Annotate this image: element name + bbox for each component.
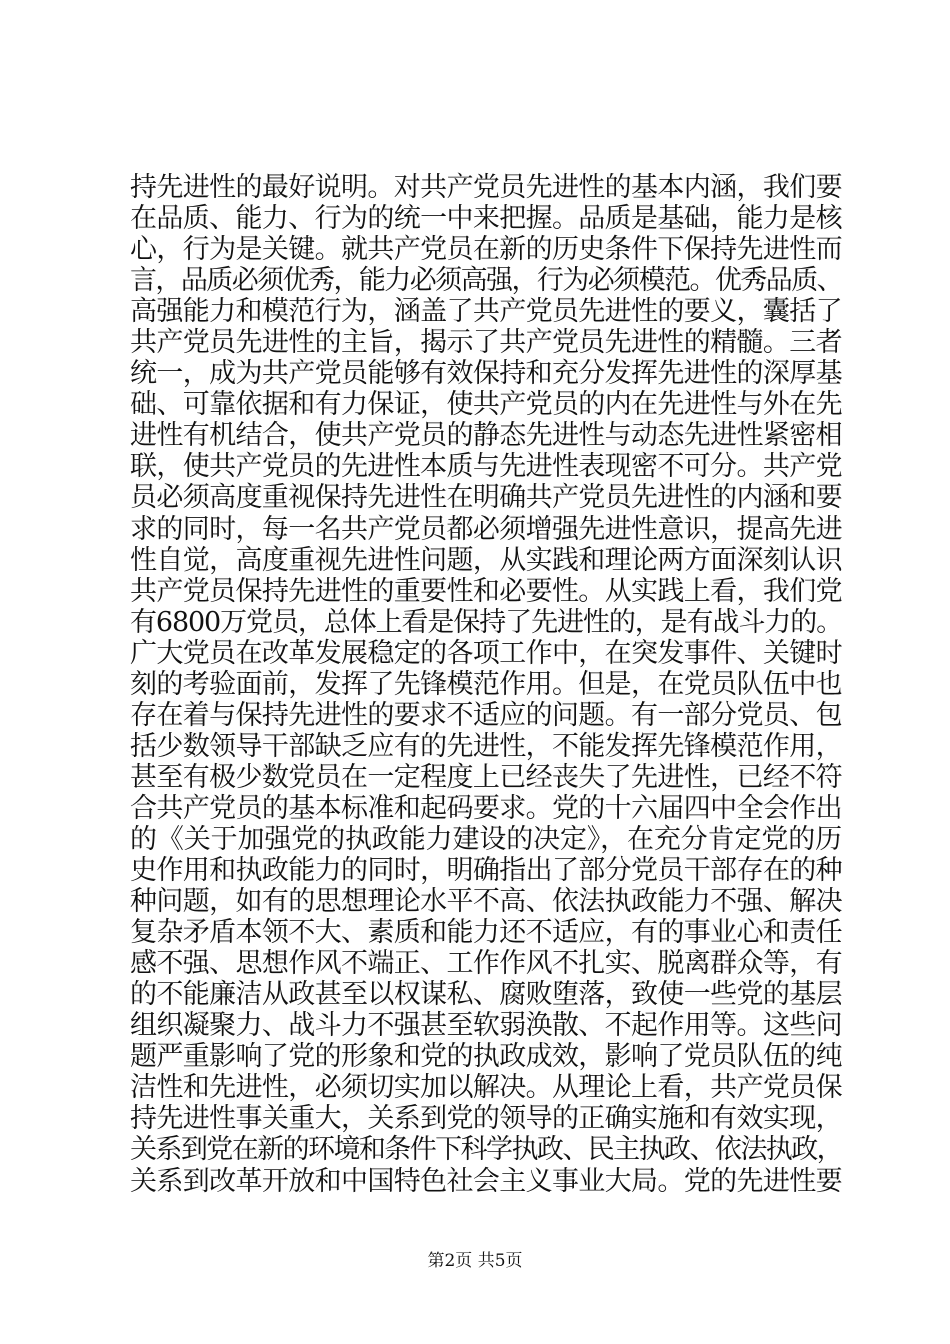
text-line: 史作用和执政能力的同时，明确指出了部分党员干部存在的种 [130,855,842,887]
text-line: 广大党员在改革发展稳定的各项工作中，在突发事件、关键时 [130,637,842,669]
text-line: 题严重影响了党的形象和党的执政成效，影响了党员队伍的纯 [130,1041,842,1073]
text-line: 高强能力和模范行为，涵盖了共产党员先进性的要义，囊括了 [130,296,842,328]
text-line: 组织凝聚力、战斗力不强甚至软弱涣散、不起作用等。这些问 [130,1010,842,1042]
text-line: 言，品质必须优秀，能力必须高强，行为必须模范。优秀品质、 [130,265,842,297]
text-line: 复杂矛盾本领不大、素质和能力还不适应，有的事业心和责任 [130,917,842,949]
text-line: 心，行为是关键。就共产党员在新的历史条件下保持先进性而 [130,234,842,266]
body-text [130,172,842,1197]
text-line: 进性有机结合，使共产党员的静态先进性与动态先进性紧密相 [130,420,842,452]
text-line: 性自觉，高度重视先进性问题，从实践和理论两方面深刻认识 [130,544,842,576]
text-line: 洁性和先进性，必须切实加以解决。从理论上看，共产党员保 [130,1072,842,1104]
text-line: 的不能廉洁从政甚至以权谋私、腐败堕落，致使一些党的基层 [130,979,842,1011]
text-line: 员必须高度重视保持先进性在明确共产党员先进性的内涵和要 [130,482,842,514]
text-line: 在品质、能力、行为的统一中来把握。品质是基础，能力是核 [130,203,842,235]
text-line: 刻的考验面前，发挥了先锋模范作用。但是，在党员队伍中也 [130,668,842,700]
page-footer: 第2页 共5页 [427,1251,523,1271]
text-line: 括少数领导干部缺乏应有的先进性，不能发挥先锋模范作用， [130,730,842,762]
text-line: 共产党员保持先进性的重要性和必要性。从实践上看，我们党 [130,575,842,607]
text-line: 关系到改革开放和中国特色社会主义事业大局。党的先进性要 [130,1165,842,1197]
text-line: 持先进性事关重大，关系到党的领导的正确实施和有效实现， [130,1103,842,1135]
text-line: 关系到党在新的环境和条件下科学执政、民主执政、依法执政， [130,1134,842,1166]
text-line: 感不强、思想作风不端正、工作作风不扎实、脱离群众等，有 [130,948,842,980]
text-line: 统一，成为共产党员能够有效保持和充分发挥先进性的深厚基 [130,358,842,390]
text-line: 础、可靠依据和有力保证，使共产党员的内在先进性与外在先 [130,389,842,421]
text-line: 联，使共产党员的先进性本质与先进性表现密不可分。共产党 [130,451,842,483]
text-line: 存在着与保持先进性的要求不适应的问题。有一部分党员、包 [130,699,842,731]
text-line: 求的同时，每一名共产党员都必须增强先进性意识，提高先进 [130,513,842,545]
text-line: 合共产党员的基本标准和起码要求。党的十六届四中全会作出 [130,792,842,824]
text-line: 持先进性的最好说明。对共产党员先进性的基本内涵，我们要 [130,172,842,203]
text-line: 共产党员先进性的主旨，揭示了共产党员先进性的精髓。三者 [130,327,842,359]
text-line: 的《关于加强党的执政能力建设的决定》，在充分肯定党的历 [130,823,842,855]
text-line: 甚至有极少数党员在一定程度上已经丧失了先进性，已经不符 [130,761,842,793]
text-line: 种问题，如有的思想理论水平不高、依法执政能力不强、解决 [130,886,842,918]
text-line: 有6800万党员，总体上看是保持了先进性的，是有战斗力的。 [130,606,842,638]
